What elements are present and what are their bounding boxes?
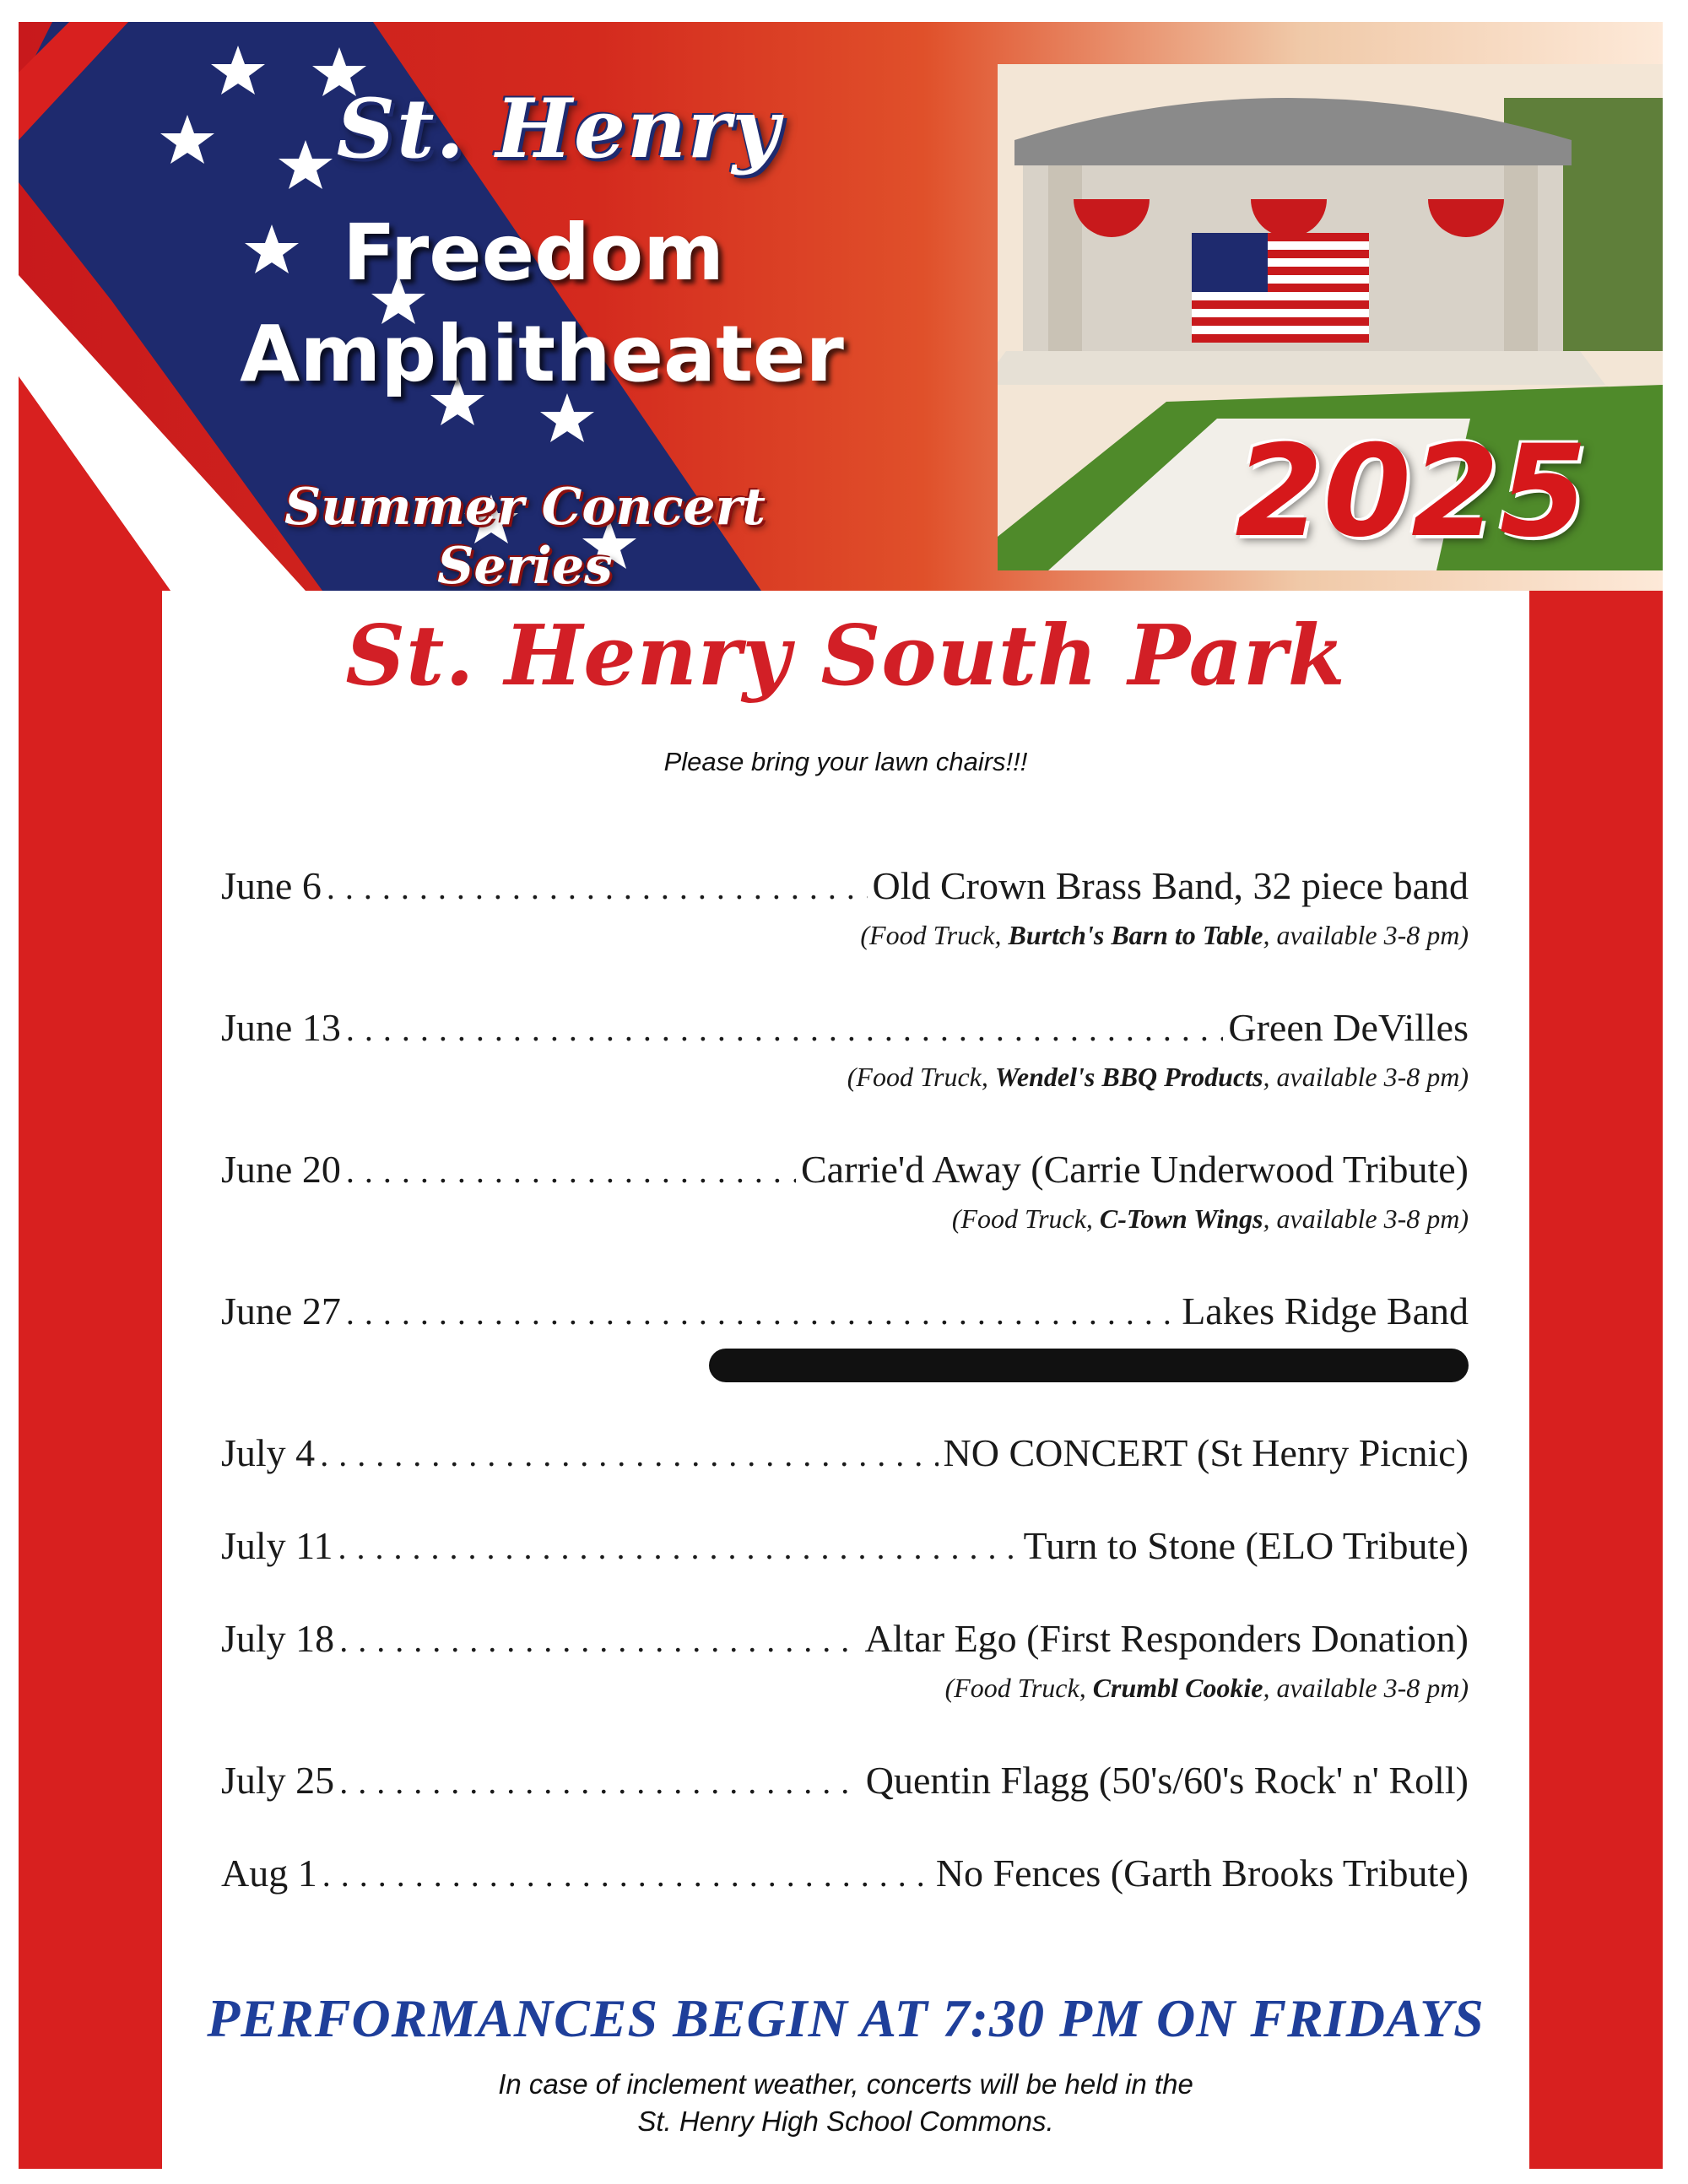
performance-time-banner: PERFORMANCES BEGIN AT 7:30 PM ON FRIDAYS xyxy=(207,1988,1485,2048)
schedule-entry xyxy=(221,861,1469,954)
entry-date: June 20 xyxy=(221,1148,341,1191)
food-truck-name: Crumbl Cookie xyxy=(1092,1673,1263,1703)
food-truck-note: (Food Truck, Crumbl Cookie, available 3-8 pm) xyxy=(944,1673,1469,1703)
header-banner xyxy=(19,22,1663,591)
entry-act: No Fences (Garth Brooks Tribute) xyxy=(935,1852,1469,1895)
brand-script-title: St. Henry xyxy=(336,81,782,176)
entry-date: July 25 xyxy=(221,1759,335,1802)
entry-act: NO CONCERT (St Henry Picnic) xyxy=(943,1431,1469,1474)
entry-date: June 6 xyxy=(221,864,322,907)
dot-leader xyxy=(346,1288,1177,1338)
left-red-border xyxy=(19,582,162,2169)
entry-date: Aug 1 xyxy=(221,1852,317,1895)
dot-leader xyxy=(346,1146,796,1197)
entry-date: July 18 xyxy=(221,1617,335,1660)
food-truck-name: Wendel's BBQ Products xyxy=(994,1062,1263,1092)
entry-act: Quentin Flagg (50's/60's Rock' n' Roll) xyxy=(865,1759,1469,1802)
schedule-entry xyxy=(221,1755,1469,1808)
schedule-entry xyxy=(221,1428,1469,1480)
entry-date: June 13 xyxy=(221,1006,341,1049)
dot-leader xyxy=(322,1850,931,1900)
entry-act: Green DeVilles xyxy=(1228,1006,1469,1049)
dot-leader xyxy=(338,1522,1018,1573)
weather-note xyxy=(246,2066,1445,2140)
right-red-border xyxy=(1529,582,1663,2169)
schedule-entry xyxy=(221,1003,1469,1095)
venue-title: St. Henry South Park xyxy=(345,608,1346,705)
entry-act: Old Crown Brass Band, 32 piece band xyxy=(872,864,1469,907)
dot-leader xyxy=(339,1757,861,1808)
schedule-entry xyxy=(221,1521,1469,1573)
entry-act: Carrie'd Away (Carrie Underwood Tribute) xyxy=(800,1148,1469,1191)
dot-leader xyxy=(320,1430,938,1480)
entry-date: July 11 xyxy=(221,1524,333,1567)
dot-leader xyxy=(327,862,868,913)
brand-title-line2: Amphitheater xyxy=(240,309,844,399)
food-truck-name: C-Town Wings xyxy=(1099,1203,1263,1234)
dot-leader xyxy=(339,1615,859,1666)
food-truck-note: (Food Truck, Burtch's Barn to Table, available 3-8 pm) xyxy=(860,920,1469,950)
dot-leader xyxy=(346,1004,1224,1055)
entry-date: July 4 xyxy=(221,1431,316,1474)
entry-act: Lakes Ridge Band xyxy=(1182,1289,1469,1333)
schedule-entry xyxy=(221,1614,1469,1706)
entry-date: June 27 xyxy=(221,1289,341,1333)
series-subtitle: Summer Concert Series xyxy=(284,478,766,591)
weather-note-line2: St. Henry High School Commons. xyxy=(637,2106,1054,2137)
entry-act: Altar Ego (First Responders Donation) xyxy=(864,1617,1469,1660)
schedule-entry xyxy=(221,1144,1469,1237)
schedule-entry xyxy=(221,1286,1469,1338)
entry-act: Turn to Stone (ELO Tribute) xyxy=(1023,1524,1469,1567)
brand-title-line1: Freedom xyxy=(342,208,725,298)
lawn-chairs-note: Please bring your lawn chairs!!! xyxy=(663,747,1028,776)
food-truck-note: (Food Truck, C-Town Wings, available 3-8 pm) xyxy=(951,1203,1469,1234)
weather-note-line1: In case of inclement weather, concerts will be held in the xyxy=(498,2068,1193,2100)
schedule-entry xyxy=(221,1848,1469,1900)
food-truck-note: (Food Truck, Wendel's BBQ Products, available 3-8 pm) xyxy=(847,1062,1469,1092)
food-truck-name: Burtch's Barn to Table xyxy=(1008,920,1263,950)
redaction-mark xyxy=(709,1349,1469,1382)
year-label: 2025 xyxy=(1235,419,1588,565)
